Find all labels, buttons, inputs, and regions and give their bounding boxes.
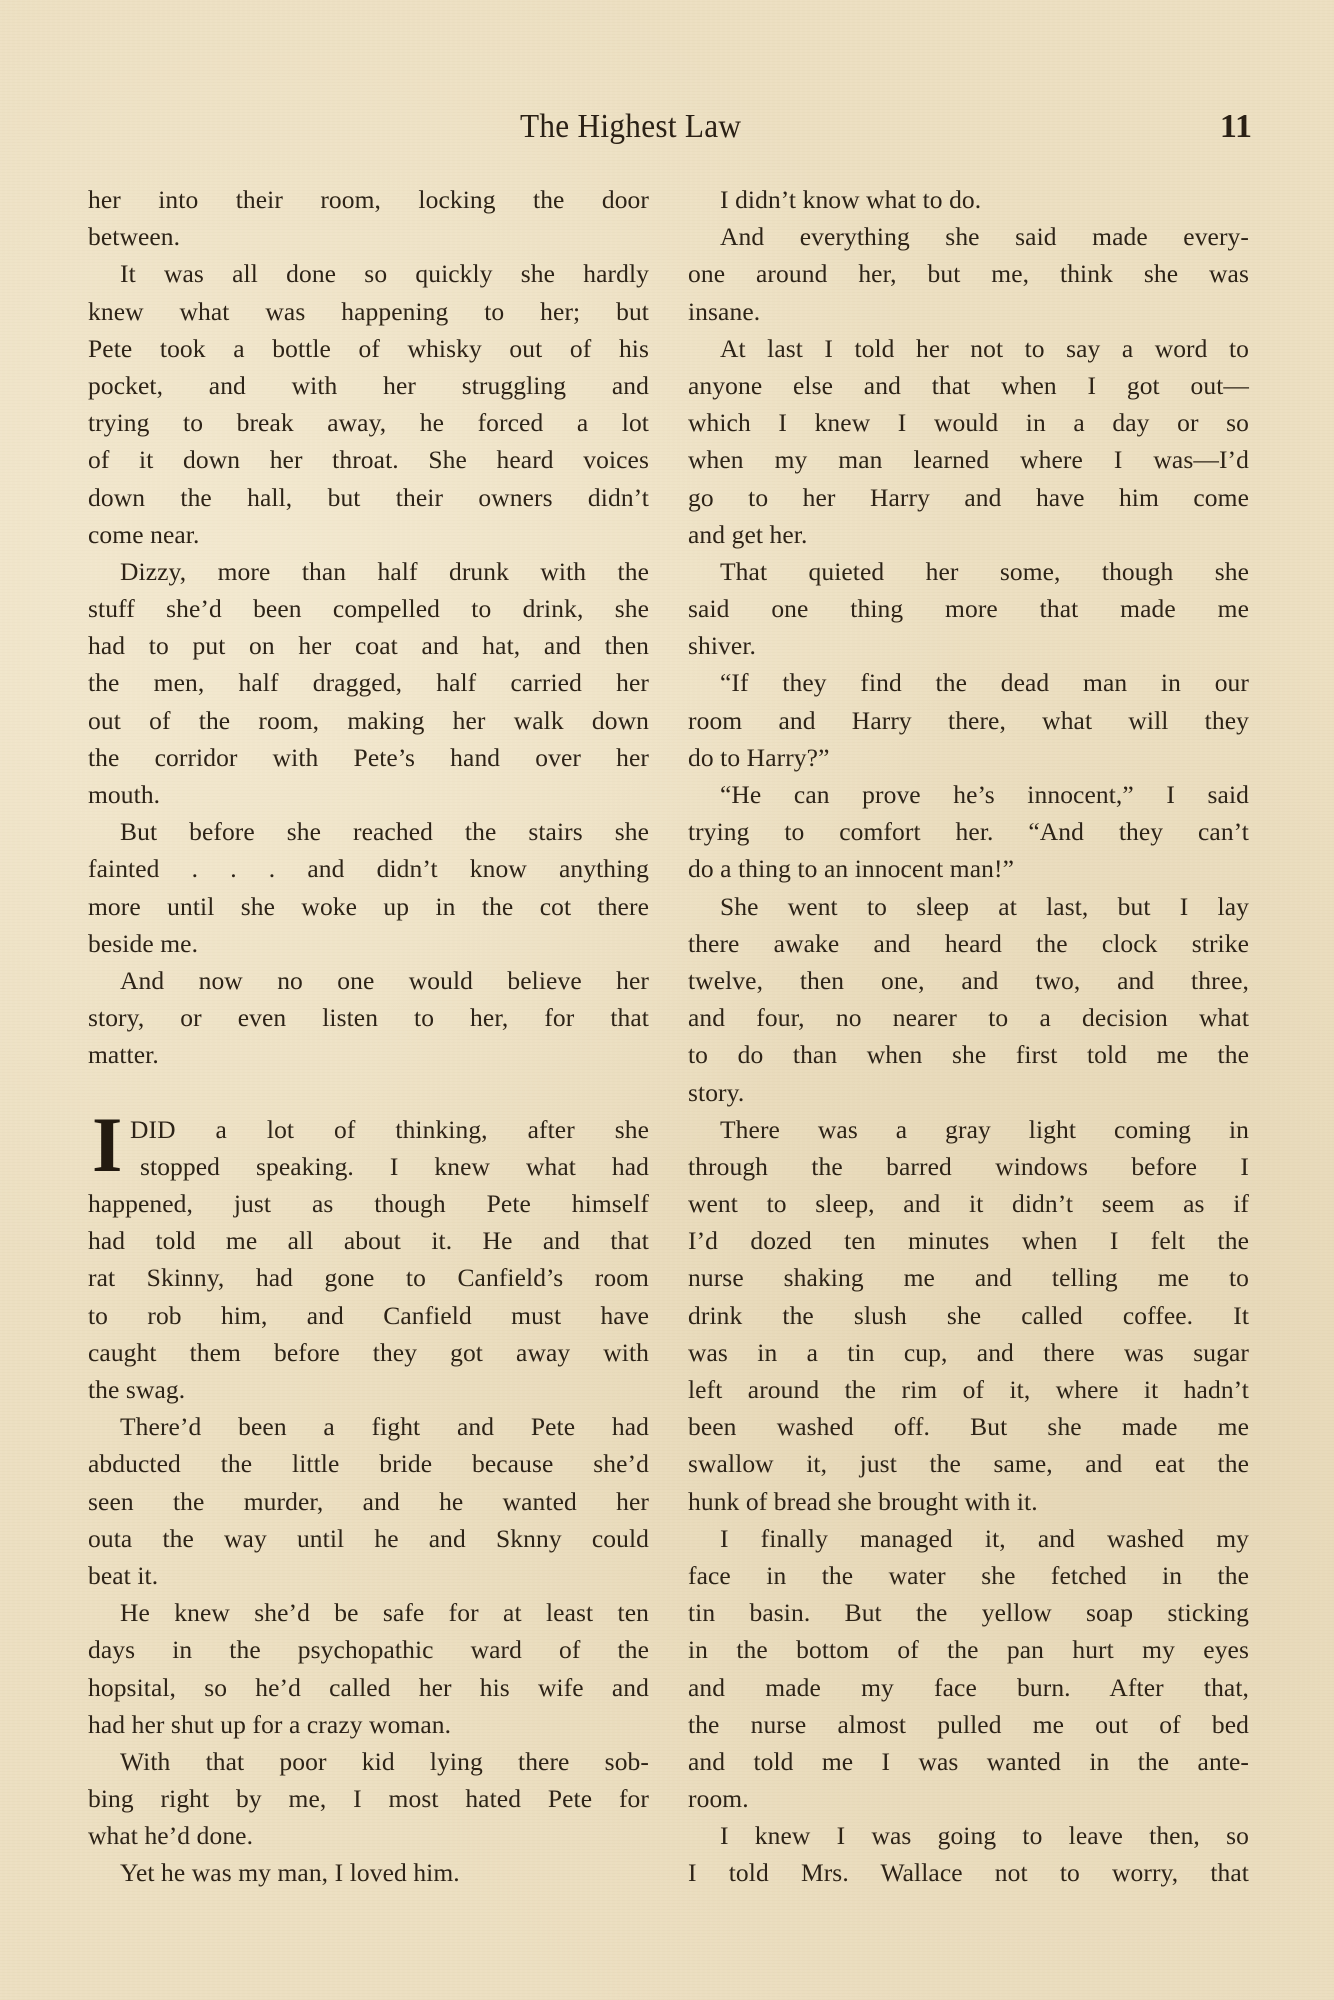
- line-text: had to put on her coat and hat, and then: [88, 631, 649, 661]
- text-line: [88, 1222, 649, 1259]
- line-text: Dizzy, more than half drunk with the: [120, 556, 649, 586]
- text-line: [688, 664, 1249, 701]
- line-text: knew what was happening to her; but: [88, 296, 649, 326]
- line-text: the nurse almost pulled me out of bed: [688, 1709, 1249, 1739]
- text-line: [688, 962, 1249, 999]
- text-line: [88, 1259, 649, 1296]
- text-line: [88, 1036, 649, 1073]
- text-line: [688, 1297, 1249, 1334]
- text-line: [88, 218, 649, 255]
- text-line: [688, 1408, 1249, 1445]
- text-line: [88, 1371, 649, 1408]
- text-line: [688, 1483, 1249, 1520]
- text-line: [688, 1148, 1249, 1185]
- text-line: [688, 627, 1249, 664]
- text-line: [88, 739, 649, 776]
- line-text: swallow it, just the same, and eat the: [688, 1449, 1249, 1479]
- text-line: [688, 181, 1249, 218]
- text-line: [88, 1483, 649, 1520]
- line-text: her into their room, locking the door: [88, 185, 649, 214]
- line-text: to rob him, and Canfield must have: [88, 1300, 649, 1330]
- line-text: insane.: [688, 296, 761, 326]
- line-text: bing right by me, I most hated Pete for: [88, 1784, 649, 1814]
- text-line: [88, 813, 649, 850]
- text-line: [688, 255, 1249, 292]
- line-text: And everything she said made every-: [720, 222, 1249, 252]
- text-line: [88, 776, 649, 813]
- line-text: beside me.: [88, 928, 199, 958]
- text-line: [688, 1036, 1249, 1073]
- line-text: and get her.: [688, 519, 808, 549]
- text-line: [88, 925, 649, 962]
- line-text: anyone else and that when I got out—: [688, 370, 1249, 400]
- line-text: face in the water she fetched in the: [688, 1560, 1249, 1590]
- text-line: [88, 702, 649, 739]
- line-text: stuff she’d been compelled to drink, she: [88, 594, 649, 624]
- line-text: down the hall, but their owners didn’t: [88, 482, 649, 512]
- text-line: [688, 888, 1249, 925]
- text-line: [88, 181, 649, 218]
- text-line: [688, 218, 1249, 255]
- text-line: [688, 925, 1249, 962]
- line-text: It was all done so quickly she hardly: [120, 259, 649, 289]
- text-line: [688, 516, 1249, 553]
- line-text: trying to break away, he forced a lot: [88, 408, 649, 438]
- text-line: [88, 367, 649, 404]
- line-text: shiver.: [688, 631, 756, 661]
- text-line: [88, 255, 649, 292]
- line-text: between.: [88, 222, 181, 252]
- text-line: [88, 850, 649, 887]
- line-text: drink the slush she called coffee. It: [688, 1300, 1249, 1330]
- line-text: She went to sleep at last, but I lay: [720, 891, 1249, 921]
- text-line: [688, 850, 1249, 887]
- text-line: [88, 1445, 649, 1482]
- line-text: Yet he was my man, I loved him.: [120, 1858, 460, 1888]
- text-line: [688, 1594, 1249, 1631]
- text-line: [688, 479, 1249, 516]
- line-text: do a thing to an innocent man!”: [688, 854, 1015, 884]
- line-text: go to her Harry and have him come: [688, 482, 1249, 512]
- line-text: come near.: [88, 519, 200, 549]
- line-text: tin basin. But the yellow soap sticking: [688, 1598, 1249, 1628]
- line-text: days in the psychopathic ward of the: [88, 1635, 649, 1665]
- line-text: one around her, but me, think she was: [688, 259, 1249, 289]
- line-text: At last I told her not to say a word to: [720, 333, 1249, 363]
- text-line: [88, 516, 649, 553]
- line-text: caught them before they got away with: [88, 1337, 649, 1367]
- text-line: [88, 1854, 649, 1891]
- line-text: There’d been a fight and Pete had: [120, 1412, 649, 1442]
- line-text: But before she reached the stairs she: [120, 817, 649, 847]
- text-line: [88, 1706, 649, 1743]
- line-text: what he’d done.: [88, 1821, 254, 1851]
- line-text: pocket, and with her struggling and: [88, 370, 649, 400]
- text-line: [688, 1854, 1249, 1891]
- line-text: out of the room, making her walk down: [88, 705, 649, 735]
- left-text-column: [88, 181, 649, 1892]
- running-title: The Highest Law: [520, 108, 742, 145]
- text-line: [688, 367, 1249, 404]
- text-line: [88, 1669, 649, 1706]
- text-line: [688, 1371, 1249, 1408]
- text-line: [88, 1334, 649, 1371]
- line-text: and told me I was wanted in the ante-: [688, 1746, 1249, 1776]
- line-text: I finally managed it, and washed my: [720, 1523, 1249, 1553]
- line-text: hopsital, so he’d called her his wife and: [88, 1672, 649, 1702]
- line-text: through the barred windows before I: [688, 1151, 1249, 1181]
- text-line: [88, 1297, 649, 1334]
- line-text: Pete took a bottle of whisky out of his: [88, 333, 649, 363]
- text-line: [688, 776, 1249, 813]
- line-text: left around the rim of it, where it hadn’t: [688, 1375, 1249, 1404]
- text-line: [88, 1557, 649, 1594]
- line-text: to do than when she first told me the: [688, 1040, 1249, 1070]
- text-line: [88, 590, 649, 627]
- line-text: there awake and heard the clock strike: [688, 928, 1249, 958]
- line-text: in the bottom of the pan hurt my eyes: [688, 1635, 1249, 1665]
- text-line: [688, 1557, 1249, 1594]
- line-text: fainted . . . and didn’t know anything: [88, 854, 649, 884]
- text-line: [88, 1594, 649, 1631]
- text-line: [688, 1780, 1249, 1817]
- line-text: said one thing more that made me: [688, 594, 1249, 624]
- line-text: the swag.: [88, 1375, 186, 1404]
- line-text: the corridor with Pete’s hand over her: [88, 742, 649, 772]
- line-text: beat it.: [88, 1560, 159, 1590]
- text-line: [688, 1520, 1249, 1557]
- line-text: been washed off. But she made me: [688, 1412, 1249, 1442]
- line-text: when my man learned where I was—I’d: [688, 445, 1249, 475]
- line-text: “If they find the dead man in our: [720, 668, 1249, 698]
- text-line: [688, 1669, 1249, 1706]
- line-text: happened, just as though Pete himself: [88, 1189, 649, 1219]
- text-line: [88, 1631, 649, 1668]
- text-line: [688, 1222, 1249, 1259]
- line-text: of it down her throat. She heard voices: [88, 445, 649, 475]
- text-line: [88, 1780, 649, 1817]
- text-line: [88, 962, 649, 999]
- text-line: [88, 1148, 649, 1185]
- line-text: more until she woke up in the cot there: [88, 891, 649, 921]
- text-line: [688, 739, 1249, 776]
- text-line: [88, 1408, 649, 1445]
- text-line: [88, 1743, 649, 1780]
- text-line: [688, 404, 1249, 441]
- line-text: room.: [688, 1784, 749, 1814]
- text-line: [88, 479, 649, 516]
- line-text: That quieted her some, though she: [720, 556, 1249, 586]
- right-text-column: [688, 181, 1249, 1892]
- line-text: had told me all about it. He and that: [88, 1226, 649, 1256]
- text-line: [88, 999, 649, 1036]
- line-text: trying to comfort her. “And they can’t: [688, 817, 1249, 847]
- line-text: seen the murder, and he wanted her: [88, 1486, 649, 1516]
- text-line: [88, 553, 649, 590]
- text-line: [88, 441, 649, 478]
- text-line: [688, 1743, 1249, 1780]
- text-line: [688, 1631, 1249, 1668]
- text-line: [88, 404, 649, 441]
- section-break: [88, 1074, 649, 1111]
- line-text: was in a tin cup, and there was sugar: [688, 1337, 1249, 1367]
- text-line: [688, 702, 1249, 739]
- line-text: DID a lot of thinking, after she: [130, 1114, 649, 1144]
- text-line: [88, 1185, 649, 1222]
- text-line: [688, 590, 1249, 627]
- line-text: and made my face burn. After that,: [688, 1672, 1249, 1702]
- line-text: mouth.: [88, 780, 161, 809]
- line-text: outa the way until he and Sknny could: [88, 1523, 649, 1553]
- line-text: I didn’t know what to do.: [720, 185, 982, 214]
- text-line: [688, 1074, 1249, 1111]
- text-line: [688, 1445, 1249, 1482]
- line-text: room and Harry there, what will they: [688, 705, 1249, 735]
- text-line: [688, 1817, 1249, 1854]
- drop-cap: I: [92, 1100, 123, 1188]
- text-line: [88, 664, 649, 701]
- line-text: the men, half dragged, half carried her: [88, 668, 649, 698]
- line-text: nurse shaking me and telling me to: [688, 1263, 1249, 1293]
- line-text: rat Skinny, had gone to Canfield’s room: [88, 1263, 649, 1293]
- line-text: matter.: [88, 1040, 159, 1070]
- line-text: story, or even listen to her, for that: [88, 1003, 649, 1033]
- text-line: [688, 1185, 1249, 1222]
- text-line: [688, 1334, 1249, 1371]
- text-line: [688, 553, 1249, 590]
- text-line: [88, 1520, 649, 1557]
- line-text: I knew I was going to leave then, so: [720, 1821, 1249, 1851]
- page-number: 11: [1219, 108, 1252, 145]
- line-text: which I knew I would in a day or so: [688, 408, 1249, 438]
- text-line: [88, 627, 649, 664]
- text-line: [88, 888, 649, 925]
- text-line: [688, 813, 1249, 850]
- line-text: I told Mrs. Wallace not to worry, that: [688, 1858, 1249, 1888]
- line-text: twelve, then one, and two, and three,: [688, 965, 1249, 995]
- line-text: story.: [688, 1077, 745, 1107]
- line-text: And now no one would believe her: [120, 965, 649, 995]
- line-text: stopped speaking. I knew what had: [140, 1151, 649, 1181]
- line-text: do to Harry?”: [688, 742, 830, 772]
- line-text: abducted the little bride because she’d: [88, 1449, 649, 1479]
- text-line: [88, 293, 649, 330]
- text-line: [688, 330, 1249, 367]
- text-line: [688, 293, 1249, 330]
- line-text: went to sleep, and it didn’t seem as if: [688, 1189, 1249, 1219]
- line-text: There was a gray light coming in: [720, 1114, 1249, 1144]
- text-line: [88, 330, 649, 367]
- line-text: With that poor kid lying there sob-: [120, 1746, 649, 1776]
- line-text: hunk of bread she brought with it.: [688, 1486, 1038, 1516]
- text-line: [688, 1111, 1249, 1148]
- text-line: [688, 1259, 1249, 1296]
- line-text: had her shut up for a crazy woman.: [88, 1709, 452, 1739]
- line-text: and four, no nearer to a decision what: [688, 1003, 1249, 1033]
- line-text: I’d dozed ten minutes when I felt the: [688, 1226, 1249, 1256]
- text-line: [688, 441, 1249, 478]
- text-line: [88, 1817, 649, 1854]
- text-line: [688, 999, 1249, 1036]
- line-text: He knew she’d be safe for at least ten: [120, 1598, 649, 1628]
- line-text: “He can prove he’s innocent,” I said: [720, 780, 1249, 809]
- text-line: [688, 1706, 1249, 1743]
